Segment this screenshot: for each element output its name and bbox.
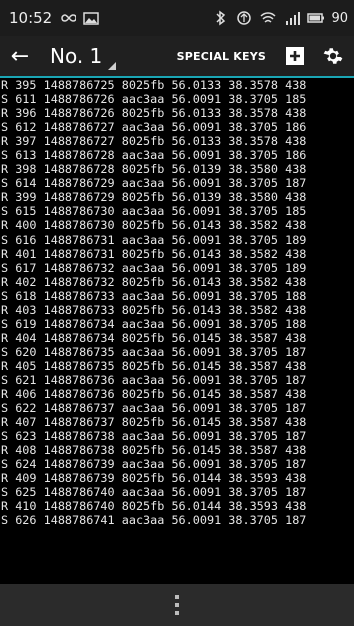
terminal-line: R 401 1488786731 8025fb 56.0143 38.3582 438 — [1, 246, 307, 261]
dropdown-corner-icon — [108, 62, 116, 70]
terminal-line: S 618 1488786733 aac3aa 56.0091 38.3705 188 — [1, 288, 307, 303]
bottom-bar — [0, 584, 354, 626]
terminal-line: R 406 1488786736 8025fb 56.0145 38.3587 438 — [1, 387, 307, 402]
terminal-line: R 405 1488786735 8025fb 56.0145 38.3587 438 — [1, 358, 307, 373]
wifi-icon — [259, 9, 277, 27]
status-left — [0, 9, 100, 27]
app-bar — [0, 36, 354, 76]
gear-icon[interactable] — [322, 45, 344, 67]
status-time: 10:52 — [9, 9, 53, 27]
battery-percent: 90 — [331, 10, 348, 26]
overflow-menu-icon[interactable] — [174, 595, 180, 615]
terminal-line: S 626 1488786741 aac3aa 56.0091 38.3705 187 — [1, 513, 307, 528]
terminal-output[interactable] — [0, 78, 354, 584]
terminal-line: S 624 1488786739 aac3aa 56.0091 38.3705 187 — [1, 457, 307, 472]
terminal-line: S 613 1488786728 aac3aa 56.0091 38.3705 186 — [1, 148, 307, 163]
status-right — [211, 9, 354, 27]
terminal-line: R 404 1488786734 8025fb 56.0145 38.3587 438 — [1, 330, 307, 345]
terminal-line: R 402 1488786732 8025fb 56.0143 38.3582 438 — [1, 274, 307, 289]
terminal-line: S 617 1488786732 aac3aa 56.0091 38.3705 189 — [1, 260, 307, 275]
terminal-line: R 403 1488786733 8025fb 56.0143 38.3582 438 — [1, 302, 307, 317]
battery-icon — [307, 9, 325, 27]
status-bar — [0, 0, 354, 36]
infinity-icon — [58, 9, 76, 27]
special-keys-button[interactable]: SPECIAL KEYS — [176, 49, 266, 63]
terminal-line: S 612 1488786727 aac3aa 56.0091 38.3705 186 — [1, 120, 307, 135]
bluetooth-icon — [211, 9, 229, 27]
terminal-line: R 408 1488786738 8025fb 56.0145 38.3587 438 — [1, 443, 307, 458]
terminal-line: S 614 1488786729 aac3aa 56.0091 38.3705 187 — [1, 176, 307, 191]
terminal-line: R 400 1488786730 8025fb 56.0143 38.3582 438 — [1, 218, 307, 233]
terminal-line: S 611 1488786726 aac3aa 56.0091 38.3705 185 — [1, 92, 307, 107]
terminal-line: S 620 1488786735 aac3aa 56.0091 38.3705 187 — [1, 344, 307, 359]
terminal-line: S 625 1488786740 aac3aa 56.0091 38.3705 187 — [1, 485, 307, 500]
session-title[interactable] — [50, 44, 102, 68]
terminal-line: S 621 1488786736 aac3aa 56.0091 38.3705 187 — [1, 372, 307, 387]
terminal-line: R 399 1488786729 8025fb 56.0139 38.3580 438 — [1, 190, 307, 205]
terminal-line: R 409 1488786739 8025fb 56.0144 38.3593 438 — [1, 471, 307, 486]
image-icon — [82, 9, 100, 27]
terminal-line: R 396 1488786726 8025fb 56.0133 38.3578 438 — [1, 106, 307, 121]
terminal-line: R 395 1488786725 8025fb 56.0133 38.3578 438 — [1, 78, 307, 92]
data-icon — [235, 9, 253, 27]
session-title-label: No. 1 — [50, 44, 103, 68]
terminal-line: S 615 1488786730 aac3aa 56.0091 38.3705 185 — [1, 204, 307, 219]
terminal-line: S 616 1488786731 aac3aa 56.0091 38.3705 189 — [1, 232, 307, 247]
plus-box-icon[interactable] — [286, 47, 304, 65]
terminal-line: R 407 1488786737 8025fb 56.0145 38.3587 438 — [1, 415, 307, 430]
terminal-line: R 398 1488786728 8025fb 56.0139 38.3580 438 — [1, 162, 307, 177]
terminal-line: R 410 1488786740 8025fb 56.0144 38.3593 438 — [1, 499, 307, 514]
arrow-left-icon[interactable]: ← — [10, 43, 30, 69]
terminal-line: S 619 1488786734 aac3aa 56.0091 38.3705 188 — [1, 316, 307, 331]
terminal-line: R 397 1488786727 8025fb 56.0133 38.3578 438 — [1, 134, 307, 149]
signal-icon — [283, 9, 301, 27]
terminal-line: S 623 1488786738 aac3aa 56.0091 38.3705 187 — [1, 429, 307, 444]
terminal-line: S 622 1488786737 aac3aa 56.0091 38.3705 187 — [1, 401, 307, 416]
